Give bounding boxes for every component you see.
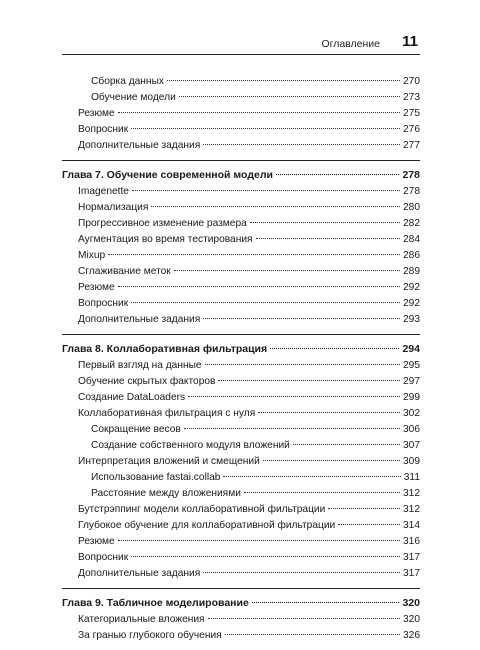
toc-entry-title: Mixup (78, 250, 106, 261)
toc-entry-page: 326 (403, 630, 420, 641)
toc-entry (62, 184, 420, 200)
toc-entry-page: 289 (403, 266, 420, 277)
chapter-divider (62, 588, 420, 589)
chapter-heading (62, 167, 420, 184)
dot-leader (131, 302, 400, 303)
toc-entry (62, 90, 420, 106)
chapter-heading (62, 341, 420, 358)
toc-entry-title: Нормализация (78, 202, 149, 213)
toc-entry-page: 292 (403, 298, 420, 309)
toc-entry-page: 312 (403, 488, 420, 499)
toc-entry-title: Глубокое обучение для коллаборативной фильтрации (78, 520, 336, 531)
toc-entry-page: 292 (403, 282, 420, 293)
toc-entry-title: Сокращение весов (91, 424, 181, 435)
dot-leader (328, 508, 400, 509)
chapter-divider (62, 334, 420, 335)
toc-entry-title: Первый взгляд на данные (78, 360, 202, 371)
dot-leader (188, 396, 400, 397)
toc-entry (62, 264, 420, 280)
toc-entry-title: Резюме (78, 536, 115, 547)
toc-entry (62, 232, 420, 248)
toc-entry-page: 295 (403, 360, 420, 371)
toc-entry-page: 317 (403, 552, 420, 563)
toc-entry (62, 518, 420, 534)
toc-entry-page: 309 (403, 456, 420, 467)
dot-leader (338, 524, 400, 525)
chapter-title: Глава 9. Табличное моделирование (62, 597, 249, 609)
toc-entry-title: Обучение скрытых факторов (78, 376, 216, 387)
toc-entry-page: 307 (403, 440, 420, 451)
dot-leader (223, 476, 400, 477)
dot-leader (225, 634, 400, 635)
toc-entry (62, 438, 420, 454)
toc-entry-page: 286 (403, 250, 420, 261)
chapter-page: 294 (402, 343, 420, 355)
chapter-divider (62, 160, 420, 161)
toc-entry-title: Категориальные вложения (78, 614, 205, 625)
toc-entry (62, 200, 420, 216)
dot-leader (256, 238, 400, 239)
dot-leader (167, 80, 400, 81)
toc-entry-title: Создание DataLoaders (78, 392, 186, 403)
toc-entry-page: 297 (403, 376, 420, 387)
toc-entry (62, 550, 420, 566)
page-number: 11 (402, 33, 418, 50)
dot-leader (293, 444, 400, 445)
running-header (62, 30, 420, 55)
toc-entry-title: Использование fastai.collab (91, 472, 221, 483)
toc-entry-page: 302 (403, 408, 420, 419)
toc-entry (62, 106, 420, 122)
toc-entry (62, 486, 420, 502)
toc-entry (62, 248, 420, 264)
toc-entry-title: Imagenette (78, 186, 129, 197)
toc-entry-page: 273 (403, 92, 420, 103)
toc-entry-title: Вопросник (78, 124, 129, 135)
toc-entry-title: Коллаборативная фильтрация с нуля (78, 408, 256, 419)
toc-entry-title: Расстояние между вложениями (91, 488, 241, 499)
dot-leader (151, 206, 400, 207)
toc-entry-title: За гранью глубокого обучения (78, 630, 222, 641)
dot-leader (203, 144, 400, 145)
toc-entry (62, 566, 420, 582)
toc-entry-page: 314 (403, 520, 420, 531)
toc-entry-page: 275 (403, 108, 420, 119)
toc-entry-page: 316 (403, 536, 420, 547)
dot-leader (250, 222, 400, 223)
toc-entry (62, 280, 420, 296)
toc-entry (62, 74, 420, 90)
dot-leader (179, 96, 400, 97)
dot-leader (108, 254, 400, 255)
toc-entry-title: Дополнительные задания (78, 140, 201, 151)
dot-leader (263, 460, 400, 461)
dot-leader (132, 190, 400, 191)
toc-entry (62, 122, 420, 138)
toc-entry-title: Резюме (78, 108, 115, 119)
toc-entry-title: Сглаживание меток (78, 266, 171, 277)
toc-entry-page: 276 (403, 124, 420, 135)
toc-entry-title: Вопросник (78, 298, 129, 309)
toc-entry-title: Вопросник (78, 552, 129, 563)
toc-entry (62, 138, 420, 154)
dot-leader (218, 380, 400, 381)
dot-leader (208, 618, 400, 619)
toc-entry-title: Сборка данных (91, 76, 164, 87)
dot-leader (270, 348, 399, 349)
toc-entry (62, 374, 420, 390)
dot-leader (118, 286, 400, 287)
toc-entry-title: Дополнительные задания (78, 314, 201, 325)
toc-entry (62, 502, 420, 518)
chapter-heading (62, 595, 420, 612)
toc-entry (62, 612, 420, 628)
toc-entry-title: Бутстрэппинг модели коллаборативной фильтрации (78, 504, 326, 515)
toc-entry-page: 270 (403, 76, 420, 87)
toc-entry-page: 312 (403, 504, 420, 515)
dot-leader (131, 556, 400, 557)
chapter-title: Глава 7. Обучение современной модели (62, 169, 273, 181)
toc-entry (62, 406, 420, 422)
toc-entry (62, 422, 420, 438)
dot-leader (131, 128, 400, 129)
toc-entry-page: 278 (403, 186, 420, 197)
toc-entry-title: Обучение модели (91, 92, 176, 103)
toc-entry (62, 454, 420, 470)
toc-entry-page: 311 (403, 472, 420, 483)
toc-entry-page: 299 (403, 392, 420, 403)
toc-entry (62, 628, 420, 644)
toc-entry-page: 280 (403, 202, 420, 213)
dot-leader (244, 492, 400, 493)
dot-leader (258, 412, 400, 413)
running-header-title: Оглавление (321, 38, 380, 50)
toc-entry-title: Аугментация во время тестирования (78, 234, 253, 245)
toc-entry (62, 470, 420, 486)
toc-entry-page: 320 (403, 614, 420, 625)
toc-entry-title: Резюме (78, 282, 115, 293)
dot-leader (203, 572, 400, 573)
toc-entry-title: Прогрессивное изменение размера (78, 218, 247, 229)
dot-leader (174, 270, 400, 271)
toc-entry-page: 293 (403, 314, 420, 325)
toc-entry-page: 277 (403, 140, 420, 151)
dot-leader (118, 112, 400, 113)
dot-leader (118, 540, 400, 541)
dot-leader (184, 428, 400, 429)
chapter-page: 278 (402, 169, 420, 181)
table-of-contents (62, 74, 420, 644)
dot-leader (252, 602, 400, 603)
toc-entry-page: 282 (403, 218, 420, 229)
toc-entry-title: Создание собственного модуля вложений (91, 440, 290, 451)
toc-entry-title: Интерпретация вложений и смещений (78, 456, 260, 467)
toc-entry (62, 390, 420, 406)
toc-entry-page: 317 (403, 568, 420, 579)
toc-entry-page: 284 (403, 234, 420, 245)
chapter-page: 320 (402, 597, 420, 609)
toc-entry (62, 358, 420, 374)
toc-entry-page: 306 (403, 424, 420, 435)
toc-entry-title: Дополнительные задания (78, 568, 201, 579)
toc-entry (62, 296, 420, 312)
dot-leader (205, 364, 400, 365)
dot-leader (276, 174, 400, 175)
toc-entry (62, 312, 420, 328)
toc-entry (62, 534, 420, 550)
dot-leader (203, 318, 400, 319)
chapter-title: Глава 8. Коллаборативная фильтрация (62, 343, 268, 355)
toc-entry (62, 216, 420, 232)
